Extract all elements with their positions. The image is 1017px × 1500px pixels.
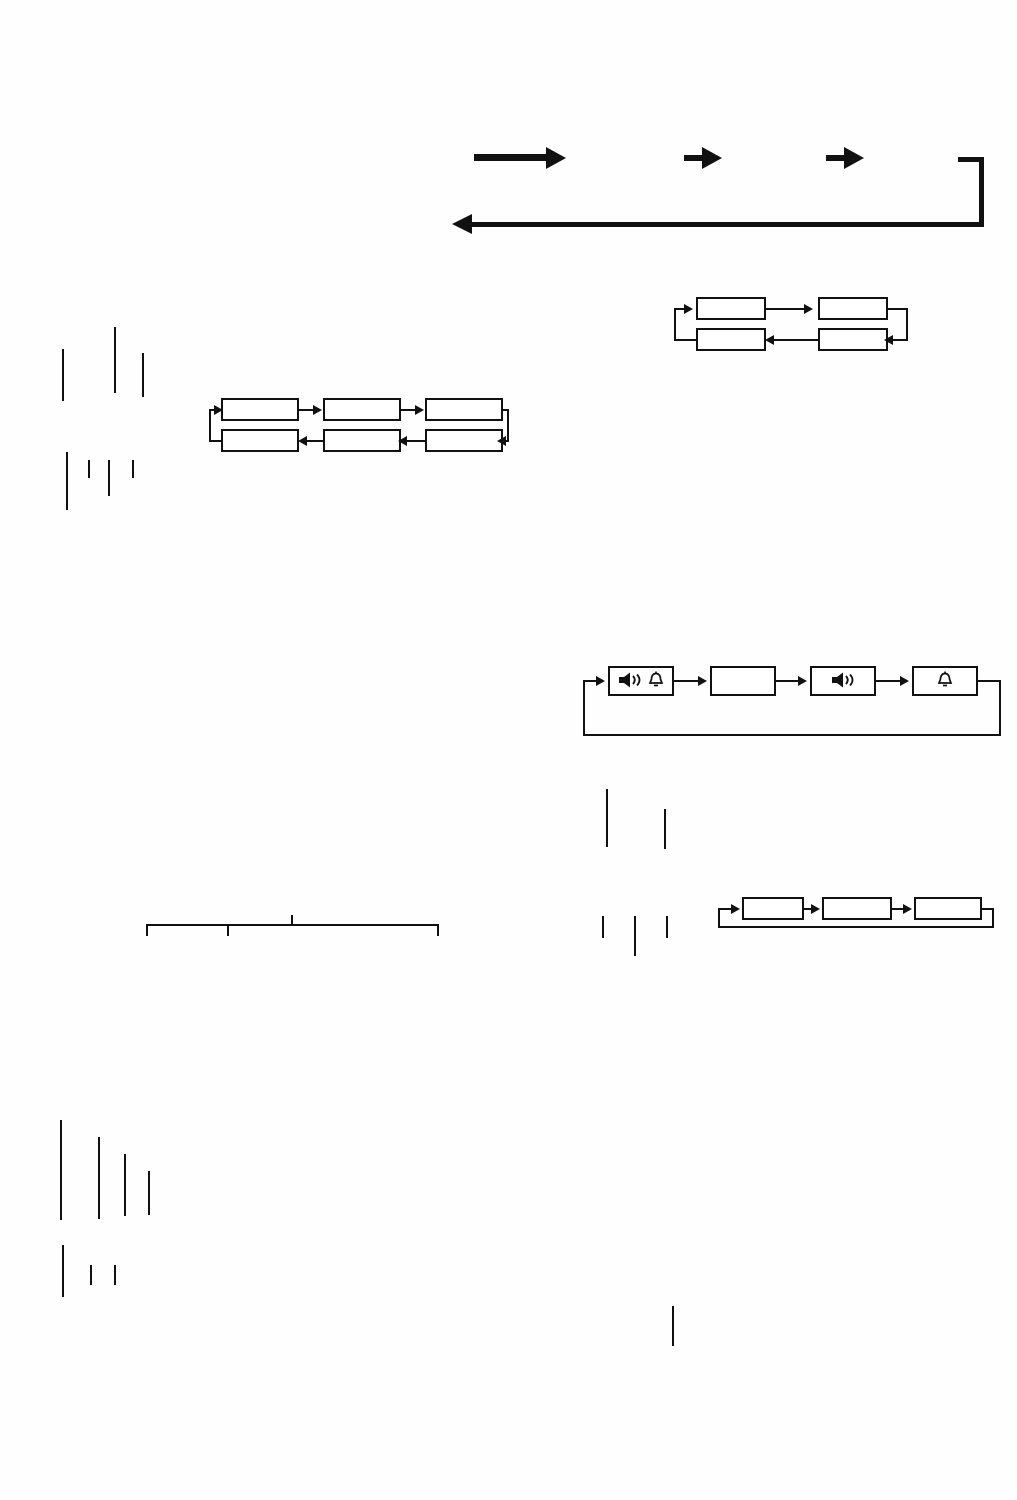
mode-return-line	[472, 222, 984, 227]
flow-arrow	[804, 304, 813, 314]
leader-line	[664, 809, 666, 849]
leader-line	[672, 1306, 674, 1346]
flow-line	[674, 680, 700, 682]
leader-line	[606, 789, 608, 847]
flow-line	[766, 308, 806, 310]
leader-line	[602, 916, 604, 938]
flow-line	[978, 680, 999, 682]
flow-arrow	[415, 405, 424, 415]
leader-line	[666, 916, 668, 938]
leader-line	[437, 924, 439, 936]
mode-arrow-shaft	[474, 154, 548, 161]
leader-line	[132, 460, 134, 478]
flow-arrow	[903, 904, 912, 914]
flow-line	[718, 908, 720, 928]
leader-line	[291, 915, 293, 924]
mode-arrow-shaft	[684, 155, 704, 161]
flow-line	[583, 734, 1001, 736]
sequence-box	[221, 398, 299, 421]
sequence-box	[818, 328, 888, 351]
flow-arrow	[398, 436, 407, 446]
alarm-section	[185, 1083, 512, 1093]
mode-arrow-head	[844, 147, 864, 169]
leader-line	[124, 1154, 126, 1216]
leader-line	[634, 916, 636, 956]
leader-line	[114, 1265, 116, 1285]
flow-line	[718, 926, 994, 928]
state-box-alarm-only	[810, 666, 876, 696]
countdown-watch-diagram	[572, 776, 712, 976]
leader-line	[114, 327, 116, 393]
alarm-speaker-icon	[618, 672, 642, 691]
alarm-speaker-icon	[831, 672, 855, 691]
state-box-both-off	[710, 666, 776, 696]
mode-return-line	[979, 157, 984, 227]
flow-arrow	[214, 405, 223, 415]
flow-line	[776, 680, 800, 682]
sequence-box	[822, 897, 892, 920]
hourly-signal-bell-icon	[648, 671, 664, 691]
flow-line	[583, 680, 585, 736]
state-box-both-on	[608, 666, 674, 696]
leader-line	[98, 1137, 100, 1219]
flow-line	[718, 908, 732, 910]
flow-arrow	[765, 335, 774, 345]
alarm-watch-diagram	[40, 1105, 210, 1345]
flow-arrow	[497, 436, 506, 446]
flow-arrow	[900, 676, 909, 686]
flow-line	[876, 680, 902, 682]
flow-line	[211, 440, 221, 442]
flow-line	[674, 339, 696, 341]
flow-line	[674, 308, 676, 341]
mode-arrow-shaft	[826, 155, 846, 161]
sequence-box	[425, 429, 503, 452]
auto-repeat-watch-diagram	[572, 1196, 712, 1366]
sequence-box	[425, 398, 503, 421]
leader-line	[66, 452, 68, 510]
timekeeping-selection-sequence	[203, 398, 513, 458]
sequence-box	[914, 897, 982, 920]
flow-line	[674, 308, 684, 310]
flow-arrow	[698, 676, 707, 686]
alarm-indicator-sequence	[565, 666, 1015, 744]
countdown-use-section	[565, 1042, 1012, 1045]
alarm-selection-sequence	[660, 297, 922, 359]
flow-line	[906, 308, 908, 341]
flow-arrow	[684, 304, 693, 314]
flow-line	[892, 339, 908, 341]
state-box-hourly-only	[912, 666, 978, 696]
flow-line	[209, 409, 211, 442]
mode-arrow-head	[702, 147, 722, 169]
leader-line	[90, 1265, 92, 1285]
flow-line	[583, 680, 597, 682]
sequence-box	[696, 297, 766, 320]
countdown-selection-sequence	[708, 897, 1000, 931]
flow-line	[774, 339, 818, 341]
flow-arrow	[731, 904, 740, 914]
flow-line	[992, 908, 994, 928]
backlight-section	[40, 653, 512, 659]
leader-line	[62, 1245, 64, 1297]
flow-line	[407, 440, 425, 442]
flow-line	[307, 440, 323, 442]
alarm-set-section	[565, 289, 1012, 371]
flow-line	[507, 409, 509, 441]
flow-arrow	[811, 904, 820, 914]
flow-line	[999, 680, 1001, 736]
leader-line	[148, 1171, 150, 1215]
sequence-box	[323, 398, 401, 421]
flow-arrow	[313, 405, 322, 415]
leader-line	[227, 924, 229, 936]
mode-arrow-head	[546, 147, 566, 169]
leader-line	[142, 353, 144, 397]
flow-arrow	[298, 436, 307, 446]
leader-line	[108, 460, 110, 496]
leader-line	[146, 924, 438, 926]
sequence-box	[818, 297, 888, 320]
hourly-signal-bell-icon	[937, 671, 953, 691]
timekeeping-watch-diagram	[36, 312, 196, 532]
timekeeping-section	[185, 293, 512, 296]
flow-line	[888, 308, 906, 310]
countdown-intro	[712, 778, 1012, 784]
leader-line	[60, 1120, 62, 1220]
leader-line	[62, 349, 64, 401]
mode-return-arrow-head	[452, 214, 472, 234]
sequence-box	[221, 429, 299, 452]
flow-arrow	[596, 676, 605, 686]
sequence-box	[323, 429, 401, 452]
leader-line	[146, 924, 148, 936]
sequence-box	[742, 897, 804, 920]
sequence-box	[696, 328, 766, 351]
leader-line	[88, 460, 90, 478]
flow-arrow	[884, 335, 893, 345]
flow-arrow	[798, 676, 807, 686]
